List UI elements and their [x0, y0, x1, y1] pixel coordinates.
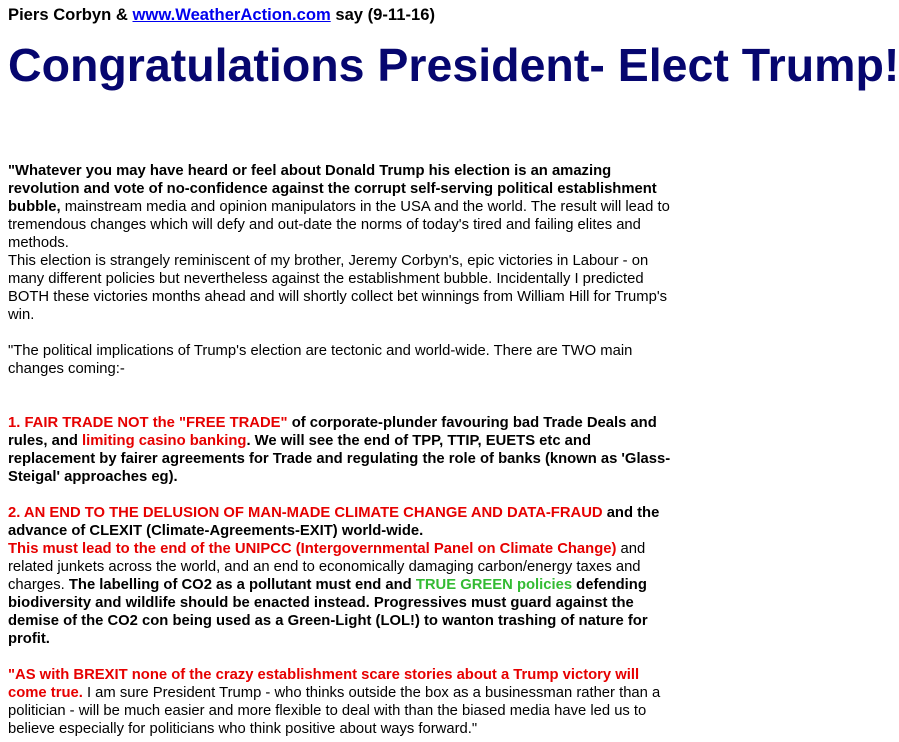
text-line: biodiversity and wildlife should be enacted instead. Progressives must guard against the — [8, 595, 634, 611]
byline-date: say (9-11-16) — [330, 5, 435, 24]
text-line: win. — [8, 307, 35, 323]
text-line: Steigal' approaches eg). — [8, 469, 178, 485]
text-line — [8, 540, 730, 558]
page-title-line-2: Elect Trump! — [617, 39, 899, 91]
text-line: methods. — [8, 235, 69, 251]
point-1-paragraph — [8, 414, 730, 486]
plain-text: I am sure President Trump - who thinks outside the box as a businessman rather than a — [82, 685, 661, 701]
bold-text: of corporate-plunder favouring bad Trade Deals and — [287, 415, 657, 431]
text-line: changes coming:- — [8, 361, 125, 377]
text-line: BOTH these victories months ahead and will shortly collect bet winnings from William Hill for Trump's — [8, 289, 668, 305]
green-emphasis: TRUE GREEN policies — [415, 577, 573, 593]
page-title-line-1: Congratulations President- — [8, 39, 605, 91]
text-line: "The political implications of Trump's election are tectonic and world-wide. There are TWO main — [8, 343, 633, 359]
text-line: "AS with BREXIT none of the crazy establishment scare stories about a Trump victory will — [8, 667, 640, 683]
text-line: "Whatever you may have heard or feel about Donald Trump his election is an amazing — [8, 163, 612, 179]
byline-prefix: Piers Corbyn & — [8, 5, 133, 24]
red-emphasis: This must lead to the end of the UNIPCC (Intergovernmental Panel on Climate Change) — [8, 541, 617, 557]
plain-text: and — [616, 541, 646, 557]
text-line: tremendous changes which will defy and out-date the norms of today's tired and failing elites and — [8, 217, 641, 233]
bold-text: rules, and — [8, 433, 83, 449]
bold-text: . We will see the end of TPP, TTIP, EUETS etc and — [246, 433, 591, 449]
red-emphasis: 2. AN END TO THE DELUSION OF MAN-MADE CLIMATE CHANGE AND DATA-FRAUD — [8, 505, 603, 521]
text-line: believe especially for politicians who think positive about ways forward." — [8, 721, 478, 737]
text-line — [8, 414, 730, 432]
text-line: demise of the CO2 con being used as a Green-Light (LOL!) to wanton trashing of nature for — [8, 613, 648, 629]
text-line: many different policies but nevertheless against the establishment bubble. Incidentally I predicted — [8, 271, 644, 287]
text-line — [8, 504, 730, 522]
text-line: related junkets across the world, and an end to economically damaging carbon/energy taxes and — [8, 559, 641, 575]
brexit-paragraph — [8, 666, 730, 738]
bold-text: defending — [572, 577, 647, 593]
red-emphasis: 1. FAIR TRADE NOT the "FREE TRADE" — [8, 415, 288, 431]
implications-paragraph — [8, 342, 730, 378]
text-line: replacement by fairer agreements for Trade and regulating the role of banks (known as 'Glass- — [8, 451, 671, 467]
text-line: This election is strangely reminiscent of my brother, Jeremy Corbyn's, epic victories in Labour - on — [8, 253, 649, 269]
bold-text: and the — [602, 505, 660, 521]
bold-text: bubble, — [8, 199, 61, 215]
page-title — [8, 39, 899, 92]
point-2-paragraph — [8, 504, 730, 648]
byline — [8, 5, 435, 25]
text-line — [8, 198, 730, 216]
text-line: politician - will be much easier and more flexible to deal with than the biased media have led us to — [8, 703, 647, 719]
intro-paragraph — [8, 162, 730, 324]
text-line: revolution and vote of no-confidence against the corrupt self-serving political establishment — [8, 181, 657, 197]
weatheraction-link[interactable]: www.WeatherAction.com — [132, 5, 331, 24]
red-emphasis: come true. — [8, 685, 83, 701]
text-line — [8, 576, 730, 594]
text-line — [8, 432, 730, 450]
red-emphasis: limiting casino banking — [82, 433, 247, 449]
plain-text: charges. — [8, 577, 69, 593]
text-line: profit. — [8, 631, 50, 647]
plain-text: mainstream media and opinion manipulators in the USA and the world. The result will lead to — [60, 199, 670, 215]
text-line: advance of CLEXIT (Climate-Agreements-EXIT) world-wide. — [8, 523, 424, 539]
text-line — [8, 684, 730, 702]
bold-text: The labelling of CO2 as a pollutant must end and — [68, 577, 416, 593]
